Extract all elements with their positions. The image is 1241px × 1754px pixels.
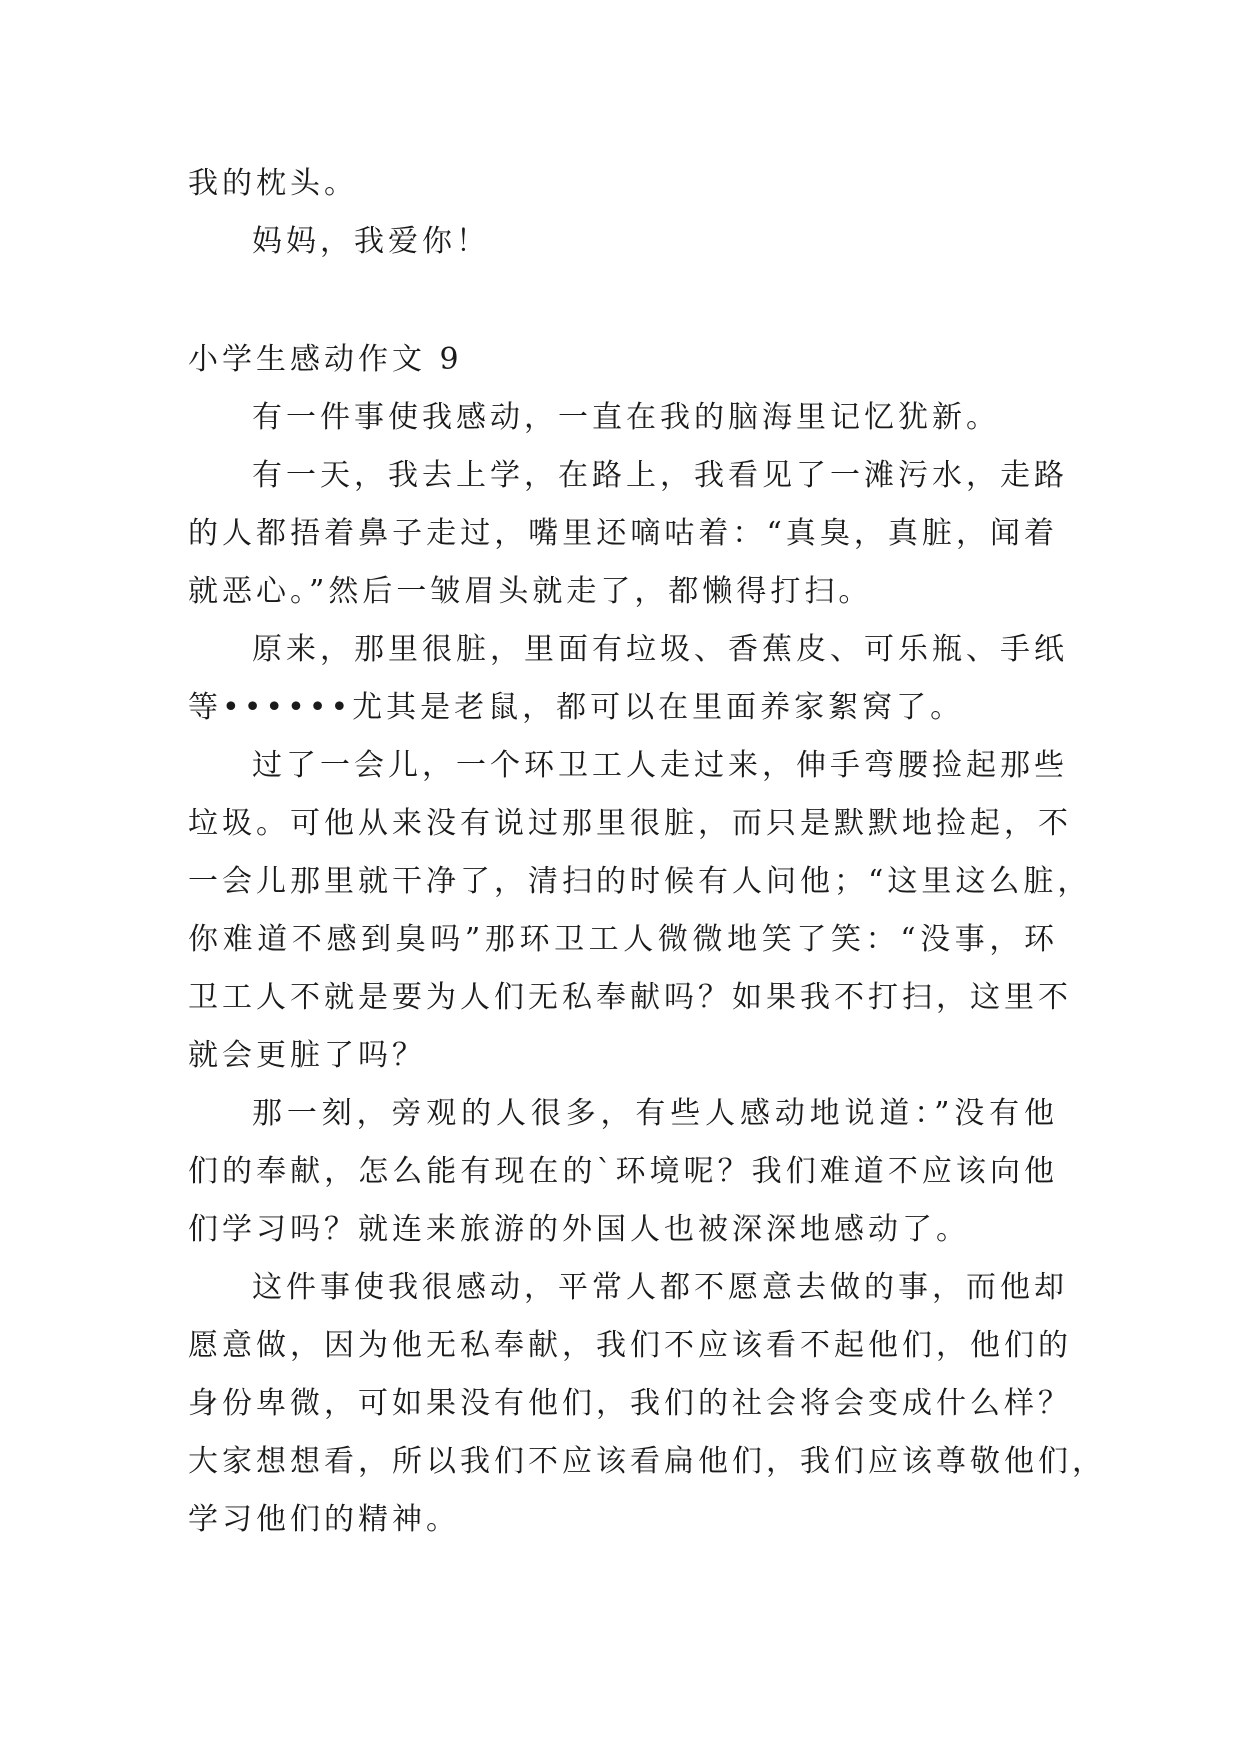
paragraph-line: 就恶心。”然后一皱眉头就走了，都懒得打扫。	[188, 574, 873, 609]
paragraph	[188, 1259, 1106, 1549]
paragraph-line: 有一天，我去上学，在路上，我看见了一滩污水，走路	[252, 458, 1068, 493]
paragraph-line: 我的枕头。	[188, 166, 358, 201]
paragraph-line: 过了一会儿，一个环卫工人走过来，伸手弯腰捡起那些	[252, 748, 1068, 783]
paragraph	[188, 389, 1058, 447]
paragraph	[188, 621, 1068, 737]
paragraph-line: 那一刻，旁观的人很多，有些人感动地说道：”没有他	[252, 1096, 1058, 1131]
paragraph-line: 身份卑微，可如果没有他们，我们的社会将会变成什么样？	[188, 1386, 1072, 1421]
paragraph-line: 们学习吗？就连来旅游的外国人也被深深地感动了。	[188, 1212, 970, 1247]
paragraph-line: 垃圾。可他从来没有说过那里很脏，而只是默默地捡起，不	[188, 806, 1072, 841]
paragraph-line: 妈妈，我爱你！	[252, 224, 490, 259]
essay-title: 小学生感动作文 9	[188, 342, 463, 377]
document-body	[188, 155, 1106, 1549]
paragraph-line: 卫工人不就是要为人们无私奉献吗？如果我不打扫，这里不	[188, 980, 1072, 1015]
paragraph-line: 们的奉献，怎么能有现在的`环境呢？我们难道不应该向他	[188, 1154, 1058, 1189]
paragraph-line: 学习他们的精神。	[188, 1502, 460, 1537]
paragraph-line: 就会更脏了吗？	[188, 1038, 426, 1073]
paragraph	[188, 447, 1068, 621]
paragraph	[188, 737, 1092, 1085]
paragraph-line: 有一件事使我感动，一直在我的脑海里记忆犹新。	[252, 400, 1000, 435]
section-gap	[188, 271, 1058, 331]
paragraph-line: 原来，那里很脏，里面有垃圾、香蕉皮、可乐瓶、手纸	[252, 632, 1068, 667]
paragraph-line: 一会儿那里就干净了，清扫的时候有人问他；“这里这么脏，	[188, 864, 1092, 899]
paragraph-line: 愿意做，因为他无私奉献，我们不应该看不起他们，他们的	[188, 1328, 1072, 1363]
paragraph-line: 的人都捂着鼻子走过，嘴里还嘀咕着：“真臭，真脏，闻着	[188, 516, 1058, 551]
paragraph-line: 等••••••尤其是老鼠，都可以在里面养家絮窝了。	[188, 690, 965, 725]
paragraph-line: 这件事使我很感动，平常人都不愿意去做的事，而他却	[252, 1270, 1068, 1305]
paragraph	[188, 1085, 1058, 1259]
paragraph-line: 大家想想看，所以我们不应该看扁他们，我们应该尊敬他们，	[188, 1444, 1106, 1479]
paragraph-line: 你难道不感到臭吗”那环卫工人微微地笑了笑：“没事，环	[188, 922, 1058, 957]
